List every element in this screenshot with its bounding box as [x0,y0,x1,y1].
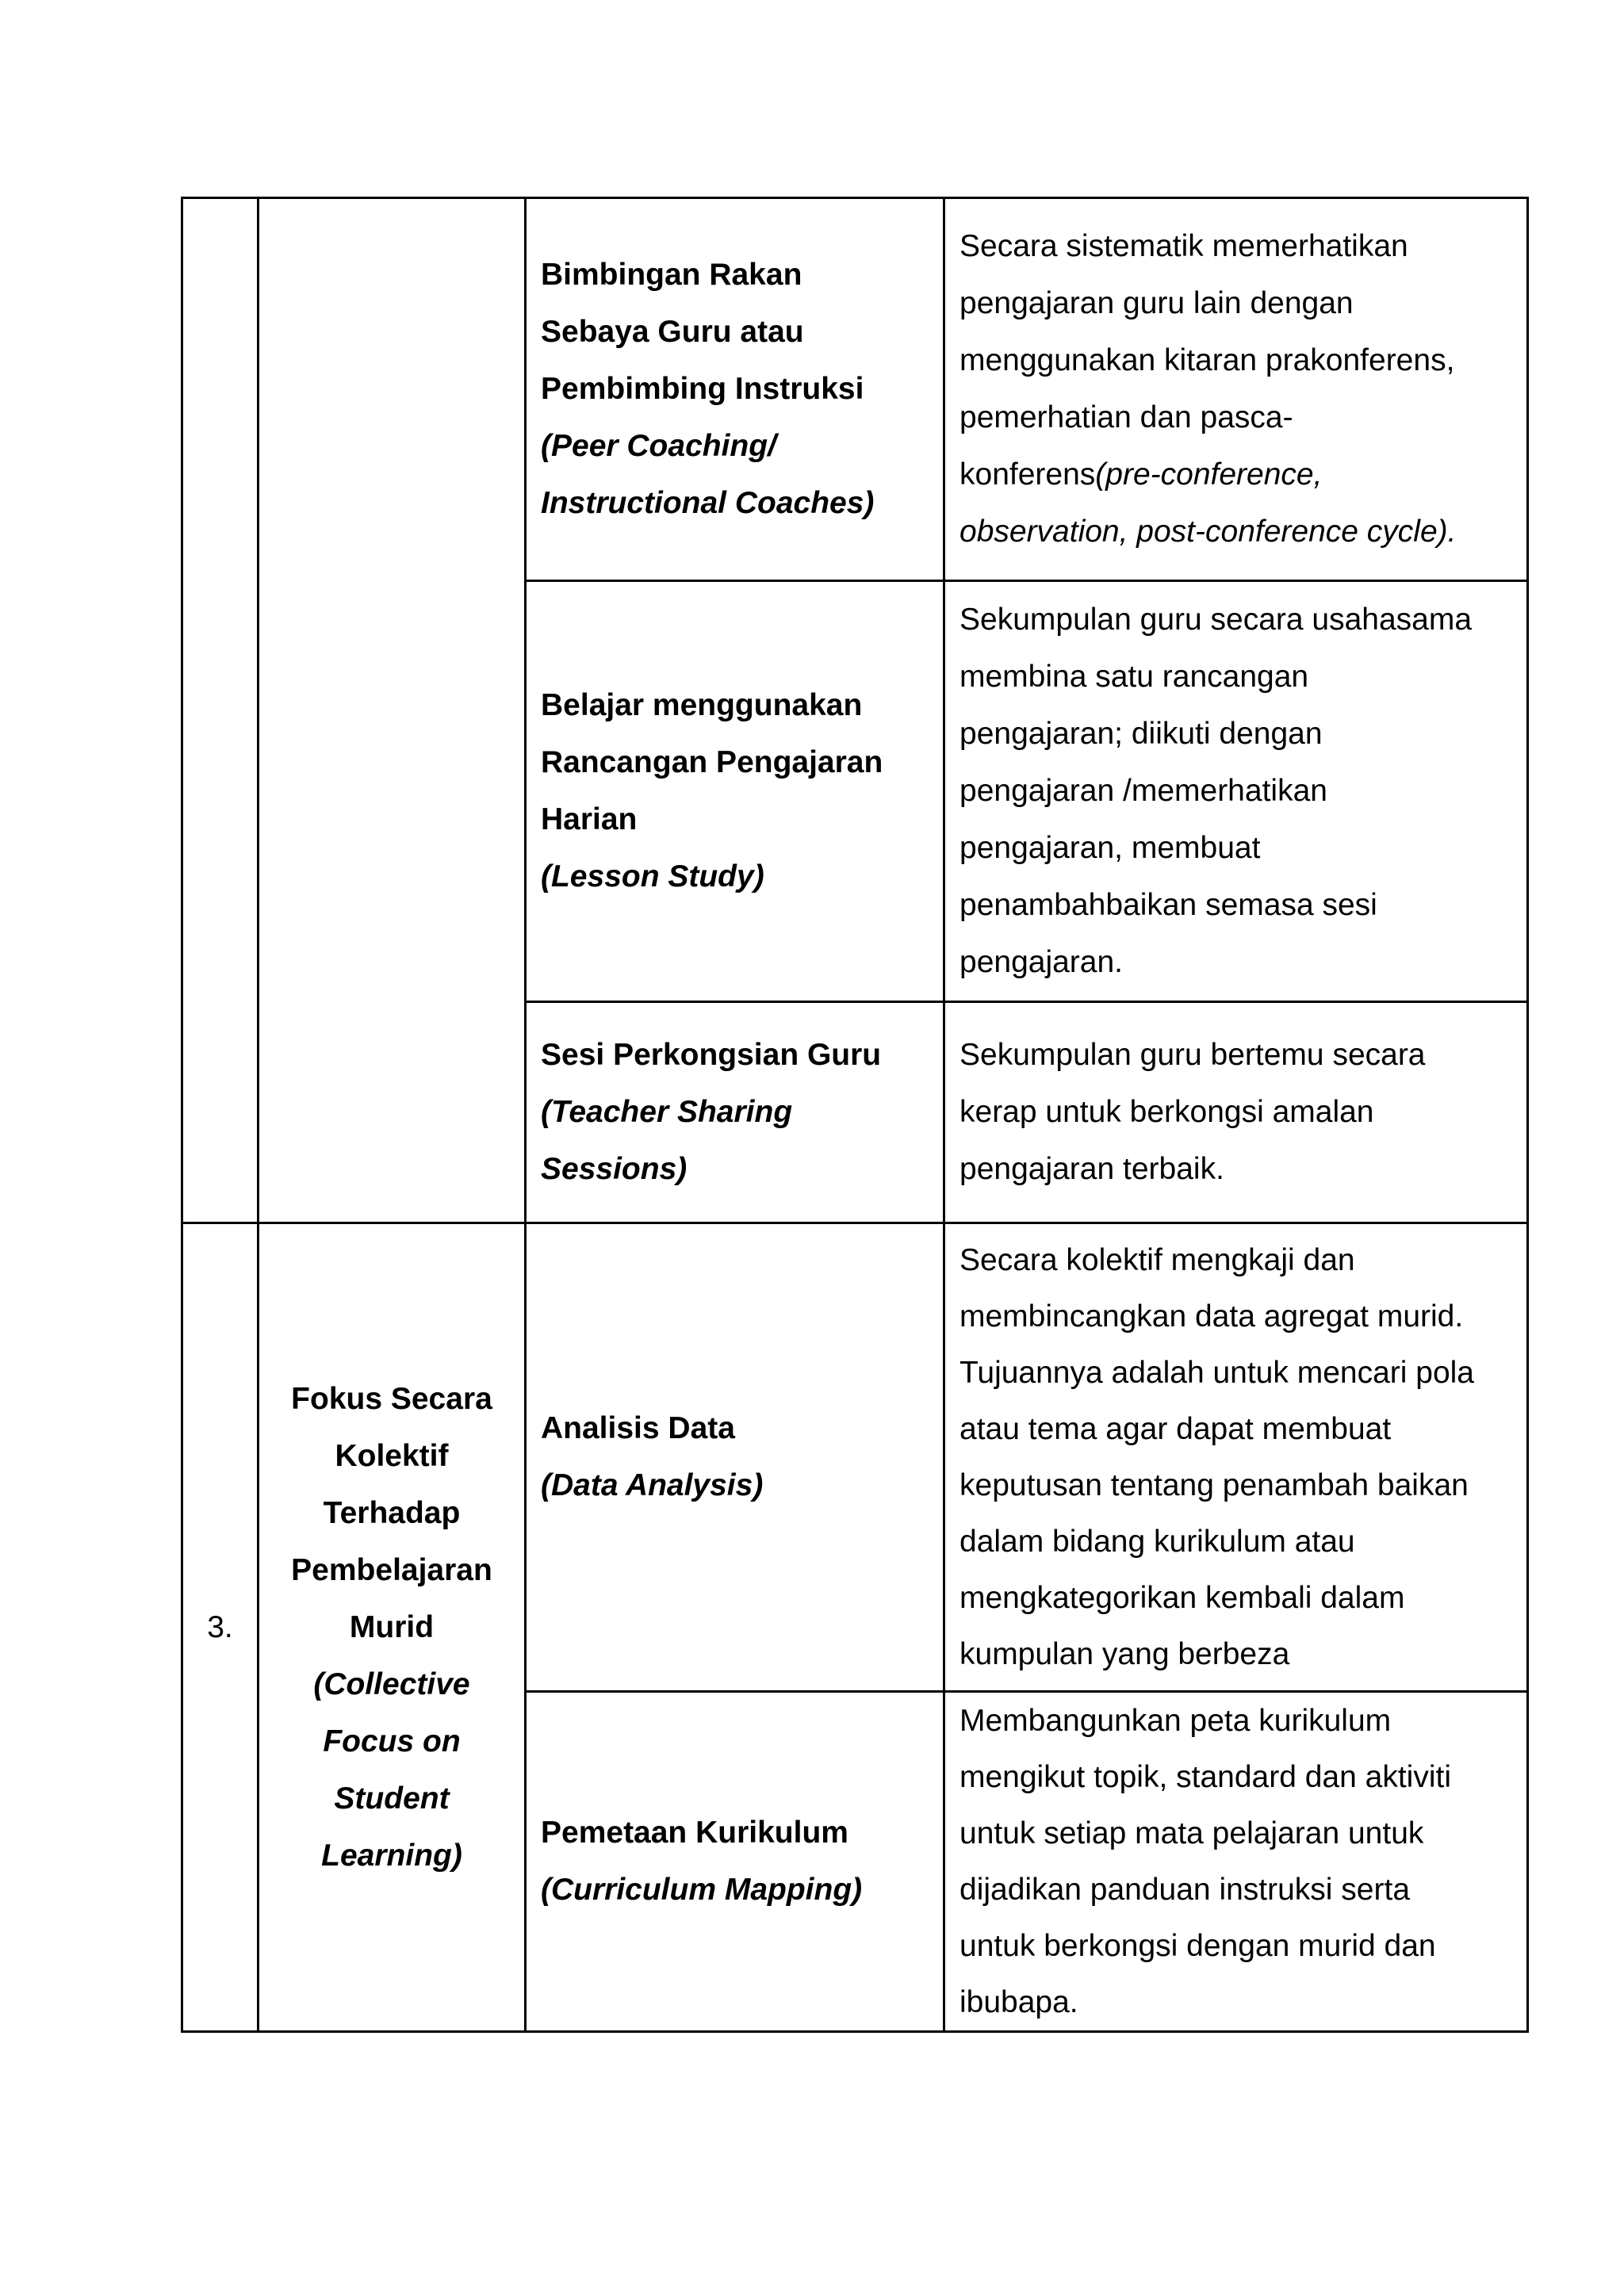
description-line [959,820,1512,877]
activity-cell [526,198,944,581]
text-run: Pembimbing Instruksi [541,372,864,406]
text-run: (Curriculum Mapping) [541,1873,863,1907]
text-run: Pembelajaran [291,1552,492,1587]
text-run: pemerhatian dan pasca- [959,400,1293,434]
description-line [959,591,1512,649]
description-line [959,1749,1512,1805]
text-run: Murid [349,1609,435,1644]
text-run: Membangunkan peta kurikulum [959,1704,1392,1738]
activity-line [541,848,929,905]
activity-line [541,418,929,475]
focus-line [274,1542,510,1599]
description-line [959,1027,1512,1084]
text-run: Terhadap [323,1495,461,1530]
description-line [959,1457,1512,1513]
description-line [959,389,1512,446]
text-run: Sekumpulan guru bertemu secara [959,1038,1426,1072]
activity-line [541,1027,929,1084]
text-run: kerap untuk berkongsi amalan [959,1095,1374,1129]
activity-cell [526,581,944,1002]
text-run: (pre-conference, [1095,457,1323,492]
description-line [959,706,1512,763]
text-run: pengajaran /memerhatikan [959,774,1327,808]
text-run: Learning) [321,1838,462,1873]
activity-line [541,677,929,734]
description-cell [944,581,1528,1002]
text-run: atau tema agar dapat membuat [959,1412,1392,1446]
text-run: mengkategorikan kembali dalam [959,1581,1405,1615]
activity-line [541,734,929,791]
text-run: Rancangan Pengajaran [541,745,883,779]
row-number-cell [182,198,259,1223]
text-run: membincangkan data agregat murid. [959,1299,1464,1334]
description-line [959,332,1512,389]
text-run: untuk setiap mata pelajaran untuk [959,1816,1424,1850]
description-line [959,1345,1512,1401]
focus-line [274,1656,510,1713]
activity-line [541,361,929,418]
description-cell [944,198,1528,581]
text-run: (Teacher Sharing [541,1095,793,1129]
table-row [182,198,1528,581]
description-line [959,275,1512,332]
description-line [959,446,1512,503]
text-run: observation, post-conference cycle). [959,515,1457,549]
text-run: kumpulan yang berbeza [959,1637,1290,1671]
activity-line [541,1400,929,1457]
activity-line [541,247,929,304]
description-line [959,1918,1512,1974]
text-run: Tujuannya adalah untuk mencari pola [959,1356,1474,1390]
text-run: keputusan tentang penambah baikan [959,1468,1469,1502]
text-run: (Lesson Study) [541,859,764,894]
focus-cell [259,198,526,1223]
description-line [959,1513,1512,1570]
description-line [959,1141,1512,1198]
description-line [959,1693,1512,1749]
text-run: membina satu rancangan [959,660,1309,694]
activity-cell [526,1692,944,2032]
focus-line [274,1770,510,1827]
text-run: pengajaran guru lain dengan [959,286,1354,320]
text-run: (Data Analysis) [541,1468,764,1502]
text-run: dalam bidang kurikulum atau [959,1525,1355,1559]
description-line [959,877,1512,934]
description-line [959,218,1512,275]
focus-line [274,1599,510,1656]
text-run: (Collective [313,1667,470,1701]
text-run: Secara kolektif mengkaji dan [959,1243,1355,1277]
text-run: ibubapa. [959,1985,1078,2019]
text-run: dijadikan panduan instruksi serta [959,1873,1411,1907]
activity-line [541,791,929,848]
description-cell [944,1002,1528,1223]
text-run: Sekumpulan guru secara usahasama [959,603,1473,637]
row-number: 3. [207,1609,233,1644]
text-run: mengikut topik, standard dan aktiviti [959,1760,1452,1794]
text-run: menggunakan kitaran prakonferens, [959,343,1455,377]
text-run: untuk berkongsi dengan murid dan [959,1929,1436,1963]
description-line [959,1805,1512,1862]
description-line [959,503,1512,561]
description-line [959,1974,1512,2030]
description-line [959,1626,1512,1682]
description-line [959,649,1512,706]
focus-line [274,1827,510,1885]
activity-line [541,1084,929,1141]
text-run: Instructional Coaches) [541,486,875,520]
row-number-cell [182,1223,259,2032]
focus-line [274,1428,510,1485]
activity-cell [526,1002,944,1223]
description-line [959,1401,1512,1457]
description-line [959,934,1512,991]
text-run: Secara sistematik memerhatikan [959,229,1408,263]
description-line [959,1084,1512,1141]
table-row [182,1223,1528,1692]
description-line [959,763,1512,820]
activity-line [541,1141,929,1198]
text-run: Bimbingan Rakan [541,258,802,292]
text-run: Student [334,1781,450,1816]
text-run: Pemetaan Kurikulum [541,1816,848,1850]
text-run: Sessions) [541,1152,688,1186]
text-run: Fokus Secara [291,1381,492,1416]
description-line [959,1232,1512,1288]
description-line [959,1862,1512,1918]
text-run: pengajaran, membuat [959,831,1261,865]
text-run: Sesi Perkongsian Guru [541,1038,882,1072]
activity-line [541,1804,929,1862]
text-run: Belajar menggunakan [541,688,863,722]
activity-line [541,475,929,532]
activity-line [541,1457,929,1514]
text-run: (Peer Coaching/ [541,429,776,463]
text-run: Kolektif [335,1438,449,1473]
text-run: konferens [959,457,1096,492]
activity-line [541,304,929,361]
description-line [959,1570,1512,1626]
activity-line [541,1862,929,1919]
text-run: Focus on [323,1724,461,1758]
focus-line [274,1713,510,1770]
focus-cell [259,1223,526,2032]
description-cell [944,1223,1528,1692]
activities-table [181,197,1529,2033]
focus-line [274,1371,510,1428]
description-cell [944,1692,1528,2032]
focus-line [274,1485,510,1542]
text-run: pengajaran. [959,945,1124,979]
text-run: Harian [541,802,638,836]
text-run: pengajaran; diikuti dengan [959,717,1323,751]
text-run: pengajaran terbaik. [959,1152,1224,1186]
text-run: penambahbaikan semasa sesi [959,888,1377,922]
description-line [959,1288,1512,1345]
activity-cell [526,1223,944,1692]
text-run: Sebaya Guru atau [541,315,804,349]
text-run: Analisis Data [541,1411,735,1445]
